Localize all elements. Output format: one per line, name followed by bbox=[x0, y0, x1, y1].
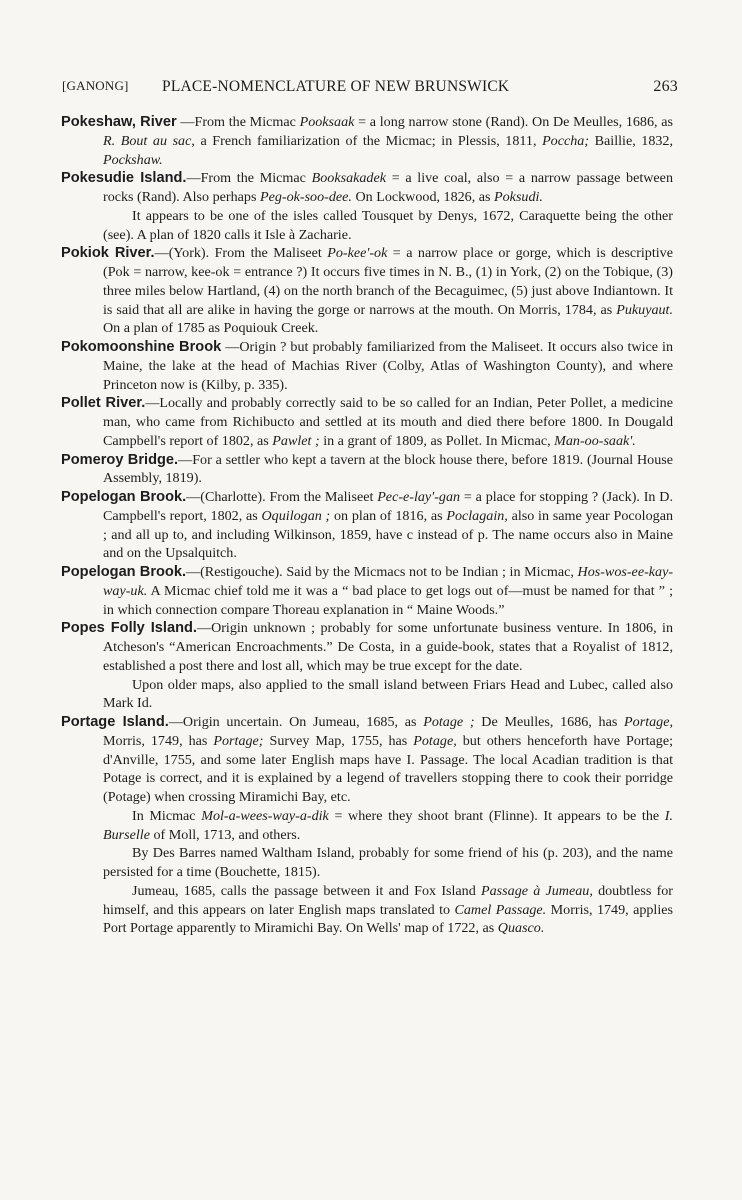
entry-headword: Popelogan Brook. bbox=[61, 489, 187, 505]
entry-text: —Origin unknown ; probably for some unfortunate business venture. In 1806, in Atcheson's “American Encroachments.” De Costa, in a guide-book, states that a Royalist of 1812, established a post there and lost all, which may be true except for the date. bbox=[103, 620, 673, 674]
italic-term: Poksudi. bbox=[494, 189, 543, 205]
entry-text: A Micmac chief told me it was a “ bad place to get logs out of—must be named for that ” ; in which connection compare Thoreau explanation in “ Maine Woods.” bbox=[103, 582, 673, 618]
italic-term: Poclagain, bbox=[446, 507, 508, 524]
italic-term: Passage à Jumeau, bbox=[481, 882, 593, 899]
italic-term: Peg-ok-soo-dee. bbox=[259, 189, 352, 205]
italic-term: Pec-e-lay'-gan bbox=[377, 489, 461, 505]
entry-text: also in same year Pocologan ; and all up to, and including Wilkinson, 1859, have c instead of p. The name occurs also in Maine and on the Upsalquitch. bbox=[103, 507, 673, 562]
entry-text: —From the Micmac bbox=[186, 170, 312, 187]
entry-text: = a live coal, also = a narrow passage between rocks (Rand). Also perhaps bbox=[103, 170, 673, 205]
entry-text: on plan of 1816, as bbox=[330, 507, 447, 524]
entry-text: Survey Map, 1755, has bbox=[263, 732, 414, 749]
entry-text: doubtless for himself, and this appears on later English maps translated to bbox=[103, 882, 674, 918]
entry-text: It appears to be one of the isles called Tousquet by Denys, 1672, Caraquette being the other (see). A plan of 1820 calls it Isle à Zacharie. bbox=[103, 207, 673, 243]
italic-term: Mol-a-wees-way-a-dik bbox=[201, 807, 329, 824]
entry-text: Jumeau, 1685, calls the passage between it and Fox Island bbox=[132, 882, 482, 899]
entry bbox=[61, 488, 673, 563]
entry-headword: Pokiok River. bbox=[61, 245, 155, 262]
entry-text: —From the Micmac bbox=[176, 114, 300, 130]
entry-text: Baillie, 1832, bbox=[589, 132, 674, 149]
entry-text: = a narrow place or gorge, which is descriptive (Pok = narrow, kee-ok = entrance ?) It occurs five times in N. B., (1) in York, (2) on the Tobique, (3) three miles below Hartland, (4) on the north branch of the Becaguimec, (5) just above Indiantown. It is said that all are alike in having the gorge or narrows at the mouth. On Morris, 1784, as bbox=[103, 245, 673, 318]
entry-text: —Origin ? but probably familiarized from the Maliseet. It occurs also twice in Maine, the lake at the head of Machias River (Colby, Atlas of Washington County), and where Princeton now is (Kilby, p. 335). bbox=[103, 339, 674, 393]
entry-text: By Des Barres named Waltham Island, probably for some friend of his (p. 203), and the name persisted for a time (Bouchette, 1815). bbox=[103, 845, 673, 880]
entry-headword: Pokesudie Island. bbox=[61, 170, 187, 187]
italic-term: Oquilogan ; bbox=[261, 507, 331, 524]
entry-text: , a French familiarization of the Micmac; in Plessis, 1811, bbox=[191, 132, 543, 149]
entry-headword: Portage Island. bbox=[61, 714, 169, 730]
entry-headword: Popes Folly Island. bbox=[61, 620, 197, 637]
entry-headword: Pokomoonshine Brook bbox=[61, 339, 222, 355]
italic-term: Poccha; bbox=[542, 132, 590, 149]
header-author: [GANONG] bbox=[62, 78, 129, 93]
entry bbox=[61, 563, 673, 619]
entries-list bbox=[61, 113, 673, 938]
entry-text: —Locally and probably correctly said to be so called for an Indian, Peter Pollet, a medicine man, who came from Richibucto and settled at its mouth and died there before 1800. In Dougald Campbell's report of 1802, as bbox=[103, 395, 673, 449]
italic-term: Booksakadek bbox=[311, 170, 386, 187]
entry bbox=[61, 338, 673, 394]
entry-text: On Lockwood, 1826, as bbox=[351, 189, 495, 205]
entry-continuation bbox=[61, 882, 673, 938]
italic-term: Po-kee'-ok bbox=[327, 245, 388, 262]
entry-text: Upon older maps, also applied to the small island between Friars Head and Lubec, called also Mark Id. bbox=[103, 676, 673, 712]
entry-text: but others henceforth have Portage; d'Anville, 1755, and some later English maps have I. Passage. The local Acadian tradition is that Potage is correct, and it is explained by a legend of travellers stopping there to cook their porridge (Potage) when crossing Miramichi Bay, etc. bbox=[103, 732, 674, 805]
italic-term: Pawlet ; bbox=[272, 432, 320, 449]
entry-headword: Pollet River. bbox=[61, 395, 146, 412]
header-title: PLACE-NOMENCLATURE OF NEW BRUNSWICK bbox=[162, 78, 510, 95]
entry-text: Morris, 1749, has bbox=[103, 732, 214, 749]
italic-term: Quasco. bbox=[497, 920, 545, 937]
entry-continuation bbox=[61, 844, 673, 882]
entry-text: In Micmac bbox=[132, 807, 202, 824]
entry-text: = a long narrow stone (Rand). On De Meulles, 1686, as bbox=[354, 114, 673, 130]
italic-term: Potage ; bbox=[423, 714, 475, 730]
entry-text: —Origin uncertain. On Jumeau, 1685, as bbox=[168, 714, 424, 730]
entry bbox=[61, 244, 673, 338]
entry bbox=[61, 113, 673, 169]
italic-term: Potage, bbox=[413, 732, 457, 749]
entry-text: —(Restigouche). Said by the Micmacs not to be Indian ; in Micmac, bbox=[186, 564, 578, 580]
entry-text: = a place for stopping ? (Jack). In D. Campbell's report, 1802, as bbox=[103, 489, 673, 524]
entry bbox=[61, 713, 673, 807]
entry-text: in a grant of 1809, as Pollet. In Micmac, bbox=[319, 432, 555, 449]
entry bbox=[61, 169, 673, 207]
entry-headword: Popelogan Brook. bbox=[61, 564, 187, 580]
italic-term: Portage, bbox=[624, 714, 673, 730]
italic-term: Pukuyaut. bbox=[616, 301, 673, 318]
italic-term: Pooksaak bbox=[299, 114, 355, 130]
entry-text: of Moll, 1713, and others. bbox=[149, 826, 301, 843]
italic-term: Man-oo-saak'. bbox=[554, 432, 636, 449]
entry-headword: Pokeshaw, River bbox=[61, 114, 177, 130]
entry bbox=[61, 451, 673, 489]
entry-headword: Pomeroy Bridge. bbox=[61, 451, 179, 468]
entry-text: —For a settler who kept a tavern at the block house there, before 1819. (Journal House Assembly, 1819). bbox=[103, 451, 673, 487]
entry-continuation bbox=[61, 207, 673, 245]
entry bbox=[61, 394, 673, 450]
entry-text: De Meulles, 1686, has bbox=[474, 714, 625, 730]
italic-term: R. Bout au sac bbox=[103, 132, 192, 149]
italic-term: Pockshaw. bbox=[103, 151, 163, 168]
entry-continuation bbox=[61, 807, 673, 845]
entry-continuation bbox=[61, 676, 673, 714]
entry-text: —(Charlotte). From the Maliseet bbox=[186, 489, 378, 505]
italic-term: Portage; bbox=[213, 732, 264, 749]
entry-text: Morris, 1749, applies Port Portage apparently to Miramichi Bay. On Wells' map of 1722, as bbox=[103, 901, 673, 937]
entry-text: = where they shoot brant (Flinne). It appears to be the bbox=[328, 807, 665, 824]
italic-term: Hos-wos-ee-kay-way-uk. bbox=[103, 564, 674, 599]
entry-text: On a plan of 1785 as Poquiouk Creek. bbox=[103, 320, 319, 337]
entry-text: —(York). From the Maliseet bbox=[154, 245, 328, 262]
italic-term: Camel Passage. bbox=[454, 901, 547, 918]
italic-term: I. Burselle bbox=[103, 807, 674, 843]
page-number: 263 bbox=[653, 78, 678, 95]
entry bbox=[61, 619, 673, 675]
